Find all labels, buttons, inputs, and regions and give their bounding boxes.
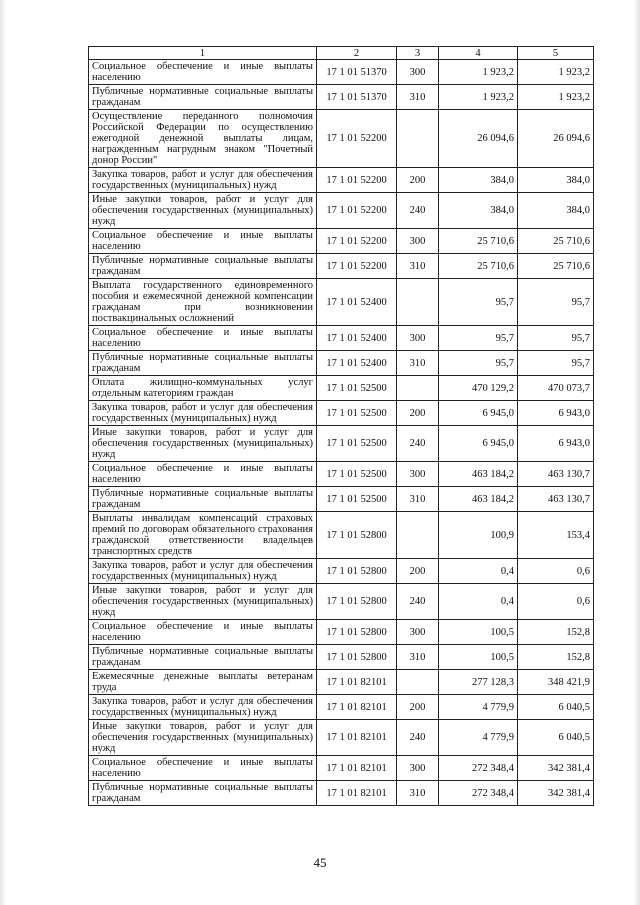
table-row bbox=[89, 620, 594, 645]
cell-name: Социальное обеспечение и иные выплаты населению bbox=[89, 60, 317, 85]
cell-expense-type: 200 bbox=[397, 168, 439, 193]
cell-amount-2: 384,0 bbox=[518, 168, 594, 193]
cell-expense-type: 300 bbox=[397, 620, 439, 645]
cell-expense-type bbox=[397, 110, 439, 168]
cell-name: Закупка товаров, работ и услуг для обеспечения государственных (муниципальных) нужд bbox=[89, 401, 317, 426]
cell-code: 17 1 01 82101 bbox=[317, 695, 397, 720]
cell-amount-2: 348 421,9 bbox=[518, 670, 594, 695]
table-body bbox=[89, 60, 594, 806]
cell-name: Закупка товаров, работ и услуг для обеспечения государственных (муниципальных) нужд bbox=[89, 168, 317, 193]
cell-name: Закупка товаров, работ и услуг для обеспечения государственных (муниципальных) нужд bbox=[89, 559, 317, 584]
cell-code: 17 1 01 52400 bbox=[317, 279, 397, 326]
cell-expense-type bbox=[397, 376, 439, 401]
table-row bbox=[89, 695, 594, 720]
cell-amount-1: 100,5 bbox=[439, 645, 518, 670]
cell-code: 17 1 01 52200 bbox=[317, 229, 397, 254]
cell-name: Закупка товаров, работ и услуг для обеспечения государственных (муниципальных) нужд bbox=[89, 695, 317, 720]
cell-amount-2: 463 130,7 bbox=[518, 462, 594, 487]
cell-amount-1: 26 094,6 bbox=[439, 110, 518, 168]
cell-code: 17 1 01 52200 bbox=[317, 110, 397, 168]
scan-edge-right bbox=[634, 0, 640, 905]
cell-amount-1: 25 710,6 bbox=[439, 254, 518, 279]
cell-code: 17 1 01 51370 bbox=[317, 60, 397, 85]
cell-amount-2: 342 381,4 bbox=[518, 756, 594, 781]
cell-code: 17 1 01 82101 bbox=[317, 720, 397, 756]
cell-code: 17 1 01 52400 bbox=[317, 326, 397, 351]
cell-expense-type: 200 bbox=[397, 695, 439, 720]
table-row bbox=[89, 326, 594, 351]
cell-code: 17 1 01 52500 bbox=[317, 426, 397, 462]
cell-name: Иные закупки товаров, работ и услуг для обеспечения государственных (муниципальных) нужд bbox=[89, 193, 317, 229]
cell-expense-type bbox=[397, 512, 439, 559]
cell-expense-type: 310 bbox=[397, 85, 439, 110]
budget-table bbox=[88, 46, 594, 806]
cell-amount-2: 26 094,6 bbox=[518, 110, 594, 168]
cell-amount-1: 0,4 bbox=[439, 559, 518, 584]
cell-expense-type: 310 bbox=[397, 351, 439, 376]
cell-amount-2: 153,4 bbox=[518, 512, 594, 559]
cell-name: Публичные нормативные социальные выплаты гражданам bbox=[89, 645, 317, 670]
cell-amount-1: 100,5 bbox=[439, 620, 518, 645]
cell-name: Социальное обеспечение и иные выплаты населению bbox=[89, 462, 317, 487]
cell-amount-2: 25 710,6 bbox=[518, 229, 594, 254]
table-row bbox=[89, 487, 594, 512]
table-row bbox=[89, 60, 594, 85]
cell-expense-type: 310 bbox=[397, 487, 439, 512]
cell-name: Публичные нормативные социальные выплаты гражданам bbox=[89, 254, 317, 279]
cell-amount-1: 463 184,2 bbox=[439, 462, 518, 487]
scan-edge-left bbox=[0, 0, 6, 905]
cell-expense-type: 240 bbox=[397, 584, 439, 620]
cell-amount-1: 1 923,2 bbox=[439, 60, 518, 85]
column-header-expense-type: 3 bbox=[397, 47, 439, 60]
cell-code: 17 1 01 82101 bbox=[317, 781, 397, 806]
cell-code: 17 1 01 52800 bbox=[317, 512, 397, 559]
cell-name: Социальное обеспечение и иные выплаты населению bbox=[89, 326, 317, 351]
cell-code: 17 1 01 52800 bbox=[317, 620, 397, 645]
cell-amount-2: 152,8 bbox=[518, 645, 594, 670]
cell-amount-1: 95,7 bbox=[439, 279, 518, 326]
cell-expense-type: 200 bbox=[397, 559, 439, 584]
column-header-name: 1 bbox=[89, 47, 317, 60]
cell-amount-1: 1 923,2 bbox=[439, 85, 518, 110]
table-row bbox=[89, 512, 594, 559]
table-row bbox=[89, 376, 594, 401]
cell-code: 17 1 01 52800 bbox=[317, 584, 397, 620]
cell-amount-2: 95,7 bbox=[518, 326, 594, 351]
cell-name: Публичные нормативные социальные выплаты гражданам bbox=[89, 487, 317, 512]
cell-expense-type: 300 bbox=[397, 756, 439, 781]
cell-name: Публичные нормативные социальные выплаты гражданам bbox=[89, 351, 317, 376]
cell-name: Иные закупки товаров, работ и услуг для обеспечения государственных (муниципальных) нужд bbox=[89, 426, 317, 462]
cell-expense-type: 310 bbox=[397, 781, 439, 806]
table-row bbox=[89, 279, 594, 326]
cell-amount-2: 1 923,2 bbox=[518, 60, 594, 85]
cell-code: 17 1 01 52200 bbox=[317, 168, 397, 193]
cell-code: 17 1 01 52200 bbox=[317, 254, 397, 279]
cell-expense-type: 240 bbox=[397, 193, 439, 229]
cell-expense-type bbox=[397, 279, 439, 326]
cell-amount-1: 272 348,4 bbox=[439, 781, 518, 806]
cell-code: 17 1 01 82101 bbox=[317, 756, 397, 781]
cell-amount-1: 4 779,9 bbox=[439, 720, 518, 756]
cell-amount-2: 463 130,7 bbox=[518, 487, 594, 512]
table-row bbox=[89, 670, 594, 695]
cell-expense-type: 300 bbox=[397, 60, 439, 85]
cell-amount-2: 95,7 bbox=[518, 351, 594, 376]
cell-code: 17 1 01 52500 bbox=[317, 376, 397, 401]
cell-amount-1: 95,7 bbox=[439, 326, 518, 351]
cell-amount-2: 6 943,0 bbox=[518, 426, 594, 462]
cell-name: Оплата жилищно-коммунальных услуг отдельным категориям граждан bbox=[89, 376, 317, 401]
cell-amount-2: 384,0 bbox=[518, 193, 594, 229]
cell-name: Иные закупки товаров, работ и услуг для обеспечения государственных (муниципальных) нужд bbox=[89, 584, 317, 620]
cell-expense-type: 200 bbox=[397, 401, 439, 426]
table-row bbox=[89, 462, 594, 487]
table-row bbox=[89, 229, 594, 254]
cell-amount-1: 384,0 bbox=[439, 193, 518, 229]
cell-amount-1: 277 128,3 bbox=[439, 670, 518, 695]
cell-name: Социальное обеспечение и иные выплаты населению bbox=[89, 620, 317, 645]
table-row bbox=[89, 426, 594, 462]
cell-code: 17 1 01 52500 bbox=[317, 462, 397, 487]
cell-amount-2: 1 923,2 bbox=[518, 85, 594, 110]
cell-expense-type: 240 bbox=[397, 720, 439, 756]
cell-name: Выплата государственного единовременного пособия и ежемесячной денежной компенсации гражданам при возникновении поствакцинальных осложнений bbox=[89, 279, 317, 326]
cell-name: Осуществление переданного полномочия Российской Федерации по осуществлению ежегодной денежной выплаты лицам, награжденным нагрудным знаком "Почетный донор России" bbox=[89, 110, 317, 168]
cell-code: 17 1 01 52200 bbox=[317, 193, 397, 229]
cell-expense-type: 300 bbox=[397, 229, 439, 254]
cell-expense-type: 300 bbox=[397, 326, 439, 351]
cell-expense-type bbox=[397, 670, 439, 695]
cell-name: Иные закупки товаров, работ и услуг для обеспечения государственных (муниципальных) нужд bbox=[89, 720, 317, 756]
cell-amount-2: 6 040,5 bbox=[518, 695, 594, 720]
table-header-row bbox=[89, 47, 594, 60]
cell-code: 17 1 01 52800 bbox=[317, 645, 397, 670]
cell-amount-2: 6 943,0 bbox=[518, 401, 594, 426]
cell-amount-2: 470 073,7 bbox=[518, 376, 594, 401]
cell-expense-type: 310 bbox=[397, 645, 439, 670]
cell-amount-1: 25 710,6 bbox=[439, 229, 518, 254]
table-row bbox=[89, 584, 594, 620]
cell-name: Ежемесячные денежные выплаты ветеранам труда bbox=[89, 670, 317, 695]
table-row bbox=[89, 781, 594, 806]
column-header-amount-1: 4 bbox=[439, 47, 518, 60]
table-row bbox=[89, 756, 594, 781]
table-row bbox=[89, 110, 594, 168]
cell-name: Социальное обеспечение и иные выплаты населению bbox=[89, 756, 317, 781]
cell-amount-2: 0,6 bbox=[518, 559, 594, 584]
table-row bbox=[89, 401, 594, 426]
cell-name: Выплаты инвалидам компенсаций страховых премий по договорам обязательного страхования гражданской ответственности владельцев транспортных средств bbox=[89, 512, 317, 559]
cell-amount-2: 6 040,5 bbox=[518, 720, 594, 756]
cell-amount-1: 470 129,2 bbox=[439, 376, 518, 401]
cell-amount-1: 272 348,4 bbox=[439, 756, 518, 781]
table-row bbox=[89, 559, 594, 584]
table-row bbox=[89, 254, 594, 279]
column-header-code: 2 bbox=[317, 47, 397, 60]
table-row bbox=[89, 193, 594, 229]
cell-amount-2: 0,6 bbox=[518, 584, 594, 620]
cell-amount-1: 95,7 bbox=[439, 351, 518, 376]
cell-amount-1: 100,9 bbox=[439, 512, 518, 559]
cell-amount-1: 0,4 bbox=[439, 584, 518, 620]
cell-expense-type: 240 bbox=[397, 426, 439, 462]
cell-code: 17 1 01 52400 bbox=[317, 351, 397, 376]
cell-code: 17 1 01 52500 bbox=[317, 401, 397, 426]
cell-amount-1: 463 184,2 bbox=[439, 487, 518, 512]
cell-code: 17 1 01 52500 bbox=[317, 487, 397, 512]
cell-expense-type: 300 bbox=[397, 462, 439, 487]
cell-amount-2: 342 381,4 bbox=[518, 781, 594, 806]
table-row bbox=[89, 351, 594, 376]
cell-amount-1: 6 945,0 bbox=[439, 401, 518, 426]
cell-amount-1: 384,0 bbox=[439, 168, 518, 193]
table-row bbox=[89, 168, 594, 193]
cell-amount-1: 6 945,0 bbox=[439, 426, 518, 462]
page-number: 45 bbox=[313, 855, 327, 870]
cell-amount-1: 4 779,9 bbox=[439, 695, 518, 720]
table-row bbox=[89, 720, 594, 756]
cell-expense-type: 310 bbox=[397, 254, 439, 279]
cell-amount-2: 95,7 bbox=[518, 279, 594, 326]
cell-code: 17 1 01 82101 bbox=[317, 670, 397, 695]
cell-amount-2: 152,8 bbox=[518, 620, 594, 645]
cell-name: Публичные нормативные социальные выплаты гражданам bbox=[89, 85, 317, 110]
cell-code: 17 1 01 52800 bbox=[317, 559, 397, 584]
table-row bbox=[89, 85, 594, 110]
column-header-amount-2: 5 bbox=[518, 47, 594, 60]
cell-name: Социальное обеспечение и иные выплаты населению bbox=[89, 229, 317, 254]
table-row bbox=[89, 645, 594, 670]
cell-amount-2: 25 710,6 bbox=[518, 254, 594, 279]
cell-name: Публичные нормативные социальные выплаты гражданам bbox=[89, 781, 317, 806]
cell-code: 17 1 01 51370 bbox=[317, 85, 397, 110]
